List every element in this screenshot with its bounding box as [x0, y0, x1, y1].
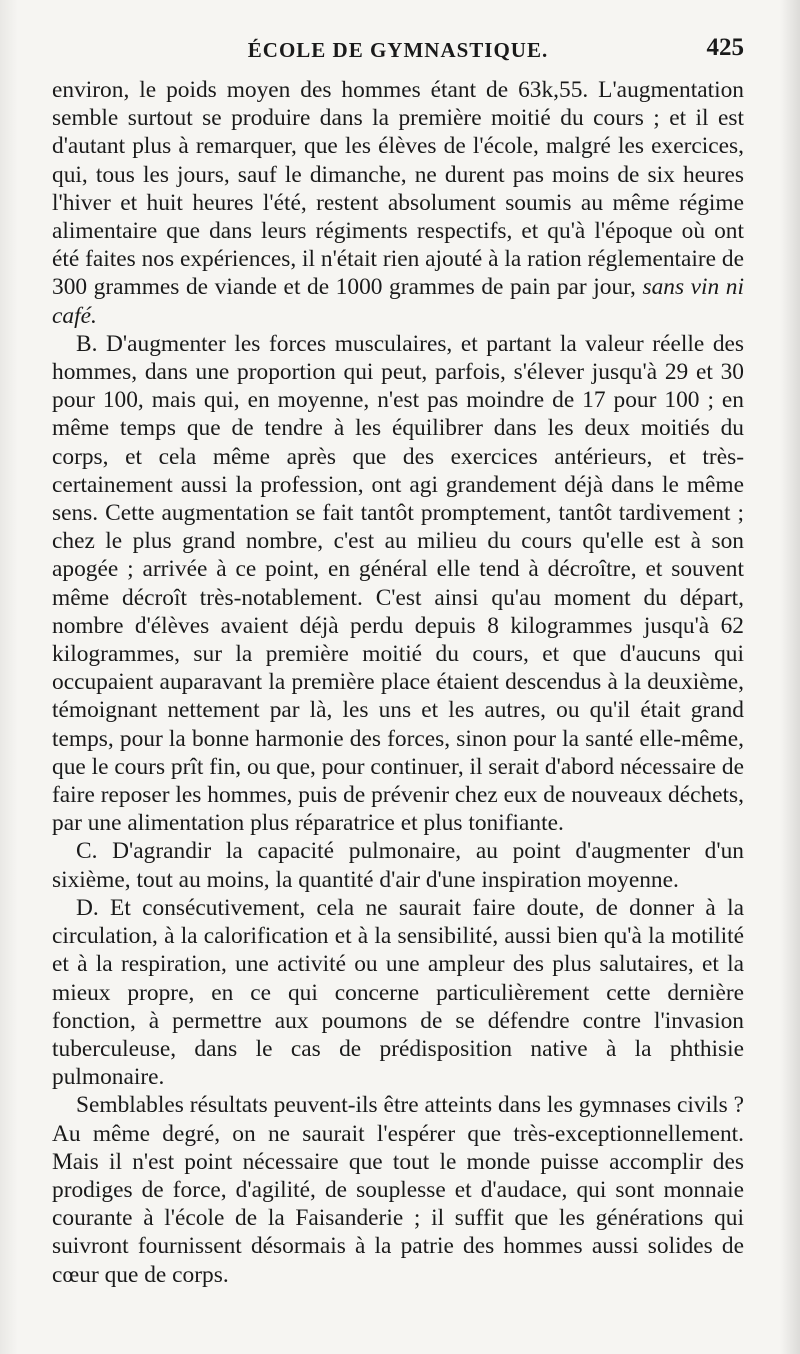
body-text	[52, 76, 744, 1289]
page-number: 425	[706, 34, 744, 61]
page-header	[52, 34, 744, 70]
paragraph-weight-emphasis: sans vin ni café.	[52, 274, 744, 329]
running-title: ÉCOLE DE GYMNASTIQUE.	[247, 38, 549, 62]
paragraph-b-muscular-forces: B. D'augmenter les forces musculaires, et partant la valeur réelle des hommes, dans une proportion qui peut, parfois, s'élever jusqu'à 29 et 30 pour 100, mais qui, en moyenne, n'est pas moindre de 17 pour 100 ; en même temps que de tendre à les équilibrer dans les deux moitiés du corps, et cela même après que des exercices antérieurs, et très-certainement aussi la profession, ont agi grandement déjà dans le même sens. Cette augmentation se fait tantôt promptement, tantôt tardivement ; chez le plus grand nombre, c'est au milieu du cours qu'elle est à son apogée ; arrivée à ce point, en général elle tend à décroître, et souvent même décroît très-notablement. C'est ainsi qu'au moment du départ, nombre d'élèves avaient déjà perdu depuis 8 kilogrammes jusqu'à 62 kilogrammes, sur la première moitié du cours, et que d'aucuns qui occupaient auparavant la première place étaient descendus à la deuxième, témoignant nettement par là, les uns et les autres, ou qu'il était grand temps, pour la bonne harmonie des forces, sinon pour la santé elle-même, que le cours prît fin, ou que, pour continuer, il serait d'abord nécessaire de faire reposer les hommes, puis de prévenir chez eux de nouveaux déchets, par une alimentation plus réparatrice et plus tonifiante.	[52, 330, 744, 837]
paragraph-weight-text: environ, le poids moyen des hommes étant de 63k,55. L'augmentation semble surtout se produire dans la première moitié du cours ; et il est d'autant plus à remarquer, que les élèves de l'école, malgré les exercices, qui, tous les jours, sauf le dimanche, ne durent pas moins de six heures l'hiver et huit heures l'été, restent absolument soumis au même régime alimentaire que dans leurs régiments respectifs, et qu'à l'époque où ont été faites nos expériences, il n'était rien ajouté à la ration réglementaire de 300 grammes de viande et de 1000 grammes de pain par jour,	[52, 77, 744, 301]
paragraph-d-circulation: D. Et consécutivement, cela ne saurait faire doute, de donner à la circulation, à la calorification et à la sensibilité, aussi bien qu'à la motilité et à la respiration, une activité ou une ampleur des plus salutaires, et la mieux propre, en ce qui concerne particulièrement cette dernière fonction, à permettre aux poumons de se défendre contre l'invasion tuberculeuse, dans le cas de prédisposition native à la phthisie pulmonaire.	[52, 894, 744, 1091]
paragraph-weight	[52, 76, 744, 330]
paragraph-c-lung-capacity: C. D'agrandir la capacité pulmonaire, au point d'augmenter d'un sixième, tout au moins, la quantité d'air d'une inspiration moyenne.	[52, 838, 744, 893]
paragraph-civil-gymnasiums: Semblables résultats peuvent-ils être atteints dans les gymnases civils ? Au même degré, on ne saurait l'espérer que très-exceptionnellement. Mais il n'est point nécessaire que tout le monde puisse accomplir des prodiges de force, d'agilité, de souplesse et d'audace, qui sont monnaie courante à l'école de la Faisanderie ; il suffit que les générations qui suivront fournissent désormais à la patrie des hommes aussi solides de cœur que de corps.	[52, 1092, 744, 1288]
